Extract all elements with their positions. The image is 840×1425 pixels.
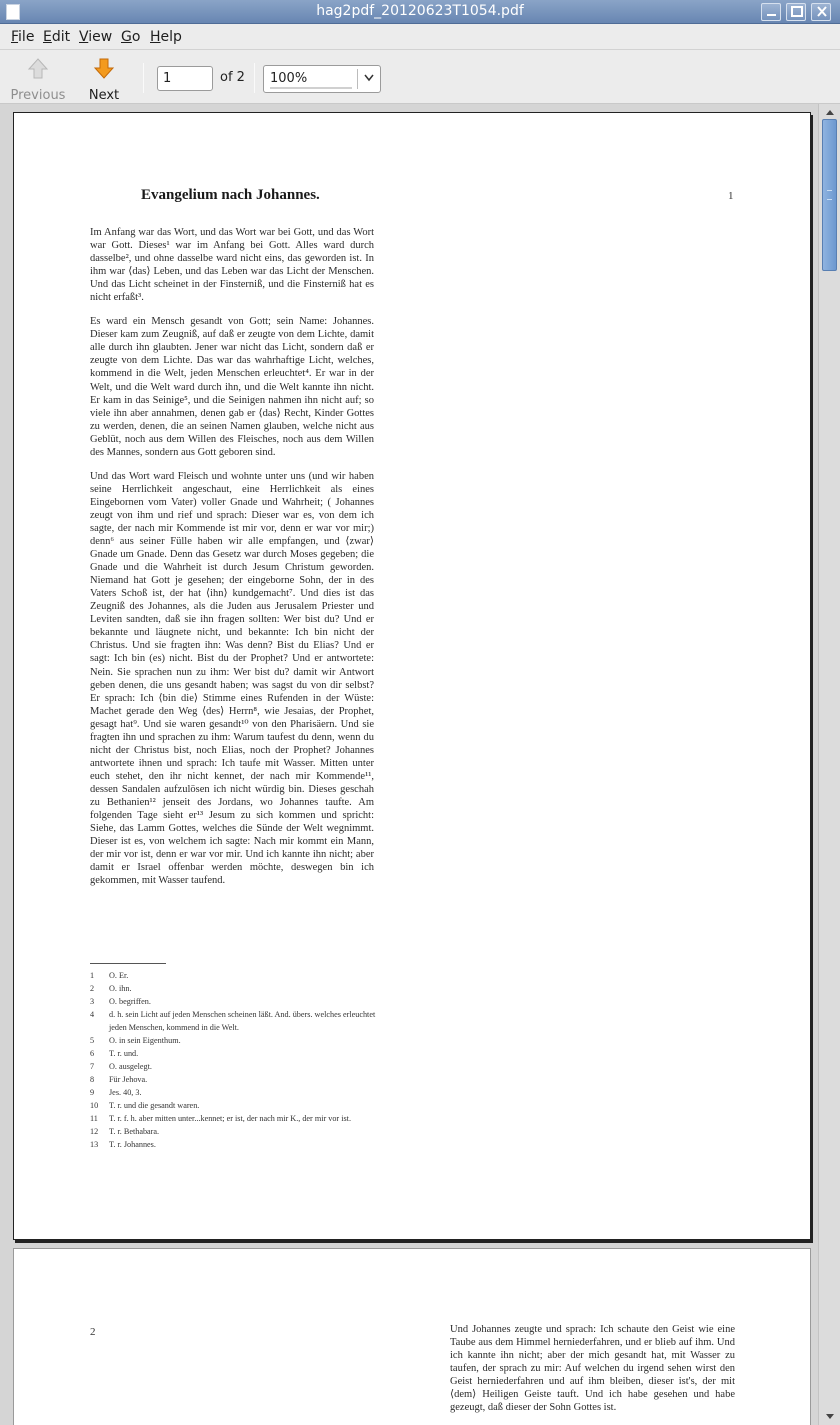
document-title: Evangelium nach Johannes.	[141, 187, 320, 203]
footnote-number: 11	[90, 1114, 98, 1123]
menu-file-mnemonic: F	[11, 29, 19, 45]
previous-page-button[interactable]	[8, 57, 68, 101]
menu-view-mnemonic: V	[79, 29, 89, 45]
footnote	[90, 1112, 376, 1125]
footnote-text: T. r. Bethabara.	[109, 1127, 160, 1136]
footnote	[90, 1008, 376, 1034]
footnote-number: 6	[90, 1049, 95, 1058]
pdf-page-2	[13, 1248, 811, 1425]
scrollbar-thumb[interactable]	[822, 119, 837, 271]
footnote-text: Jes. 40, 3.	[109, 1088, 142, 1097]
zoom-progress-track	[270, 87, 352, 89]
menu-go-label: o	[131, 29, 141, 45]
footnote-number: 7	[90, 1062, 95, 1071]
footnote	[90, 1099, 376, 1112]
text-column	[450, 1323, 735, 1414]
menu-file[interactable]	[11, 29, 34, 45]
paragraph: Es ward ein Mensch gesandt von Gott; sein Name: Johannes. Dieser kam zum Zeugniß, auf daß er zeugte von dem Lichte, damit alle durch ihn glaubten. Jener war nicht das Licht, sondern daß er zeugte von dem Lichte. Das war das wahrhaftige Licht, welches, kommend in die Welt, jeden Menschen erleuchtet⁴. Er war in der Welt, und die Welt ward durch ihn, und die Welt kannte ihn nicht. Er kam in das Seinige⁵, und die Seinigen nahmen ihn nicht auf; so viele ihn aber annahmen, denen gab er ⟨das⟩ Recht, Kinder Gottes zu werden, denen, die an seinen Namen glauben, welche nicht aus Geblüt, noch aus dem Willen des Fleisches, noch aus dem Willen des Mannes, sondern aus Gott geboren sind.	[90, 316, 374, 458]
zoom-value: 100%	[270, 71, 308, 86]
page-count-label: of 2	[220, 70, 245, 85]
footnote-rule	[90, 963, 166, 964]
title-bar[interactable]	[0, 0, 840, 24]
menu-edit-mnemonic: E	[43, 29, 52, 45]
footnote-text: T. r. f. h. aber mitten unter...kennet; er ist, der nach mir K., der mir vor ist.	[109, 1114, 351, 1123]
menu-view-label: iew	[88, 29, 113, 45]
footnote	[90, 1060, 376, 1073]
paragraph: Und das Wort ward Fleisch und wohnte unter uns (und wir haben seine Herrlichkeit angeschaut, eine Herrlichkeit als eines Eingebornen vom Vater) voller Gnade und Wahrheit; ( Johannes zeugt von ihm und rief und sprach: Dieser war es, von dem ich sagte, der nach mir Kommende ist mir vor, denn er war vor mir;) denn⁶ aus seiner Fülle haben wir alle empfangen, und ⟨zwar⟩ Gnade um Gnade. Denn das Gesetz war durch Moses gegeben; die Gnade und die Wahrheit ist durch Jesum Christum geworden. Niemand hat Gott je gesehen; der eingeborne Sohn, der in des Vaters Schoß ist, der hat ⟨ihn⟩ kundgemacht⁷. Und dies ist das Zeugniß des Johannes, als die Juden aus Jerusalem Priester und Leviten sandten, daß sie ihn fragen sollten: Wer bist du? Und er bekannte und läugnete nicht, und bekannte: Ich bin nicht der Christus. Und sie fragten ihn: Was denn? Bist du Elias? Und er sagt: Ich bin (es) nicht. Bist du der Prophet? Und er antwortete: Nein. Sie sprachen nun zu ihm: Wer bist du? damit wir Antwort geben denen, die uns gesandt haben; was sagst du von dir selbst? Er sprach: Ich ⟨bin die⟩ Stimme eines Rufenden in der Wüste: Machet gerade den Weg ⟨des⟩ Herrn⁸, wie Jesaias, der Prophet, gesagt hat⁹. Und sie waren gesandt¹⁰ von den Pharisäern. Und sie fragten ihn und sprachen zu ihm: Warum taufest du denn, wenn du nicht der Christus bist, noch Elias, noch der Prophet? Johannes antwortete ihnen und sprach: Ich taufe mit Wasser. Mitten unter euch stehet, den ihr nicht kennet, der nach mir Kommende¹¹, dessen Sandalen aufzulösen ich nicht würdig bin. Dieses geschah zu Bethanien¹² jenseit des Jordans, wo Johannes taufte. Am folgenden Tage sieht er¹³ Jesum zu sich kommen und spricht: Siehe, das Lamm Gottes, welches die Sünde der Welt wegnimmt. Dieser ist es, von welchem ich sagte: Nach mir kommt ein Mann, der mir vor ist, denn er war vor mir. Und ich kannte ihn nicht; aber damit er Israel offenbar werden möchte, deswegen bin ich gekommen, mit Wasser taufend.	[90, 470, 374, 887]
footnote-number: 8	[90, 1075, 95, 1084]
footnote	[90, 1034, 376, 1047]
footnote	[90, 995, 376, 1008]
footnote	[90, 1086, 376, 1099]
menu-help-label: elp	[160, 29, 182, 45]
footnote-number: 2	[90, 984, 95, 993]
footnote-text: O. in sein Eigenthum.	[109, 1036, 181, 1045]
footnote-number: 12	[90, 1127, 99, 1136]
footnote-number: 10	[90, 1101, 99, 1110]
menu-go[interactable]	[121, 29, 140, 45]
footnote-text: O. ausgelegt.	[109, 1062, 152, 1071]
toolbar	[0, 51, 840, 104]
paragraph: Im Anfang war das Wort, und das Wort war bei Gott, und das Wort war Gott. Dieses¹ war im Anfang bei Gott. Alles ward durch dasselbe², und ohne dasselbe ward nicht eins, das geworden ist. In ihm war ⟨das⟩ Leben, und das Leben war das Licht der Menschen. Und das Licht scheinet in der Finsterniß, und die Finsterniß hat es nicht erfaßt³.	[90, 227, 374, 304]
page-number-input[interactable]	[157, 66, 213, 91]
footnote-number: 3	[90, 997, 95, 1006]
scroll-down-icon[interactable]	[822, 1409, 838, 1423]
footnote-number: 4	[90, 1010, 95, 1019]
close-icon	[815, 6, 829, 18]
menu-edit[interactable]	[43, 29, 70, 45]
scroll-up-icon[interactable]	[822, 106, 838, 120]
menu-view[interactable]	[79, 29, 112, 45]
footnote-number: 9	[90, 1088, 95, 1097]
zoom-select[interactable]	[263, 65, 381, 93]
next-page-button[interactable]	[74, 57, 134, 101]
menu-bar	[0, 25, 840, 50]
footnote-number: 1	[90, 971, 95, 980]
footnote-text: T. r. und.	[109, 1049, 139, 1058]
menu-help[interactable]	[150, 29, 182, 45]
previous-label: Previous	[10, 88, 66, 103]
chevron-down-icon	[364, 74, 374, 82]
paragraph: Und Johannes zeugte und sprach: Ich schaute den Geist wie eine Taube aus dem Himmel herniederfahren, und er blieb auf ihm. Und ich kannte ihn nicht; aber der mich gesandt hat, mit Wasser zu taufen, der sprach zu mir: Auf welchen du irgend sehen wirst den Geist herniederfahren und auf ihm bleiben, dieser ist's, der mit ⟨dem⟩ Heiligen Geiste tauft. Und ich habe gesehen und habe gezeugt, daß dieser der Sohn Gottes ist.	[450, 1324, 735, 1414]
window-title: hag2pdf_20120623T1054.pdf	[316, 3, 524, 19]
footnote-number: 5	[90, 1036, 95, 1045]
page-number-label: 2	[90, 1326, 96, 1338]
zoom-separator	[357, 69, 358, 89]
footnote-text: Für Jehova.	[109, 1075, 148, 1084]
menu-file-label: ile	[18, 29, 35, 45]
footnote	[90, 1073, 376, 1086]
maximize-button[interactable]	[786, 3, 806, 21]
vertical-scrollbar[interactable]	[818, 104, 840, 1425]
minimize-button[interactable]	[761, 3, 781, 21]
footnote	[90, 1047, 376, 1060]
footnote	[90, 982, 376, 995]
footnote-text: d. h. sein Licht auf jeden Menschen scheinen läßt. And. übers. welches erleuchtet jeden Menschen, kommend in die Welt.	[109, 1010, 376, 1032]
footnote	[90, 1138, 376, 1151]
arrow-up-icon	[27, 57, 49, 81]
menu-go-mnemonic: G	[121, 29, 132, 45]
page-number-label: 1	[728, 190, 734, 202]
maximize-icon	[790, 6, 804, 18]
menu-edit-label: dit	[51, 29, 71, 45]
next-label: Next	[88, 88, 120, 103]
footnote-text: O. begriffen.	[109, 997, 151, 1006]
text-column	[90, 226, 374, 898]
footnote-text: O. ihn.	[109, 984, 132, 993]
minimize-icon	[765, 6, 779, 18]
menu-help-mnemonic: H	[150, 29, 161, 45]
document-viewport[interactable]	[0, 104, 818, 1425]
toolbar-separator	[143, 63, 144, 93]
footnotes	[90, 969, 376, 1151]
footnote-text: O. Er.	[109, 971, 129, 980]
footnote-number: 13	[90, 1140, 99, 1149]
footnote	[90, 969, 376, 982]
arrow-down-icon	[93, 57, 115, 81]
pdf-page-1	[13, 112, 811, 1240]
footnote	[90, 1125, 376, 1138]
close-button[interactable]	[811, 3, 831, 21]
scrollbar-grip	[827, 190, 832, 200]
footnote-text: T. r. und die gesandt waren.	[109, 1101, 200, 1110]
footnote-text: T. r. Johannes.	[109, 1140, 156, 1149]
toolbar-separator	[254, 63, 255, 93]
